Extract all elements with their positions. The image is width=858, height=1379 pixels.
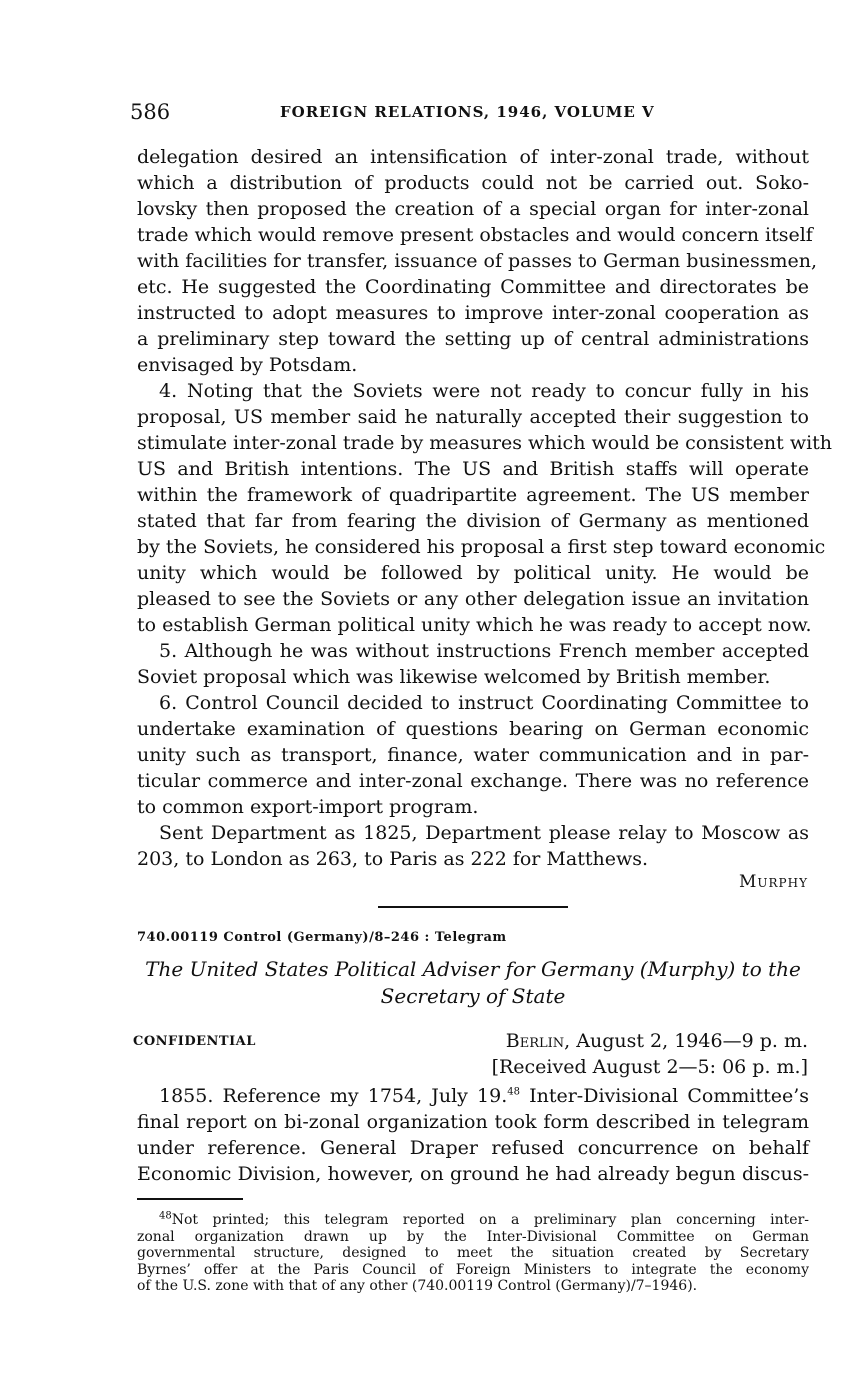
body-line: within the framework of quadripartite agreement. The US member [137,484,809,506]
paragraph-5-start: 5. Although he was without instructions French member accepted [159,640,809,662]
file-reference: 740.00119 Control (Germany)/8–246 : Telegram [137,930,507,945]
dateline-date: August 2, 1946—9 p. m. [576,1030,808,1052]
sent-line [492,1028,808,1054]
footnote-line: zonal organization drawn up by the Inter-Divisional Committee on German [137,1228,809,1245]
body-line: ticular commerce and inter-zonal exchange. There was no reference [137,770,809,792]
page-number: 586 [130,100,171,124]
telegram-line: under reference. General Draper refused concurrence on behalf [137,1137,809,1159]
body-line: which a distribution of products could not be carried out. Soko- [137,172,809,194]
paragraph-sent-start: Sent Department as 1825, Department please relay to Moscow as [159,822,809,844]
dateline-city: Berlin, [505,1030,571,1052]
body-line: US and British intentions. The US and British staffs will operate [137,458,809,480]
body-line: by the Soviets, he considered his proposal a first step toward economic [137,536,826,558]
body-line: envisaged by Potsdam. [137,354,358,376]
body-line: pleased to see the Soviets or any other delegation issue an invitation [137,588,809,610]
footnote-line [137,1212,809,1229]
document-title-line: Secretary of State [380,984,566,1008]
running-title: FOREIGN RELATIONS, 1946, VOLUME V [280,103,655,121]
body-line: unity which would be followed by political unity. He would be [137,562,809,584]
paragraph-6-start: 6. Control Council decided to instruct Coordinating Committee to [159,692,809,714]
footnote-reference: 48 [507,1086,520,1098]
telegram-line [137,1083,809,1109]
body-line: 203, to London as 263, to Paris as 222 for Matthews. [137,848,649,870]
received-line: [Received August 2—5: 06 p. m.] [491,1056,808,1078]
document-title-line: The United States Political Adviser for Germany (Murphy) to the [145,957,801,981]
body-line: to establish German political unity which he was ready to accept now. [137,614,812,636]
document-title [137,956,809,1010]
signature: Murphy [738,872,808,892]
telegram-text [137,1083,809,1187]
body-line: stimulate inter-zonal trade by measures which would be consistent with [137,432,833,454]
body-line: lovsky then proposed the creation of a special organ for inter-zonal [137,198,809,220]
footnotes [137,1212,809,1295]
body-line: with facilities for transfer, issuance of passes to German businessmen, [137,250,818,272]
body-line: unity such as transport, finance, water communication and in par- [137,744,809,766]
telegram-line: Economic Division, however, on ground he had already begun discus- [137,1163,809,1185]
footnote-line: Byrnes’ offer at the Paris Council of Foreign Ministers to integrate the economy [137,1261,809,1278]
paragraph-4-start: 4. Noting that the Soviets were not ready to concur fully in his [159,380,809,402]
dateline [492,1028,808,1080]
telegram-text-run: Inter-Divisional Committee’s [519,1085,809,1107]
body-line: instructed to adopt measures to improve inter-zonal cooperation as [137,302,809,324]
page-header [130,100,810,126]
classification-label: CONFIDENTIAL [133,1034,256,1049]
body-line: etc. He suggested the Coordinating Committee and directorates be [137,276,809,298]
body-line: proposal, US member said he naturally accepted their suggestion to [137,406,809,428]
body-line: delegation desired an intensification of inter-zonal trade, without [137,146,809,168]
footnote-divider [137,1198,243,1200]
telegram-line: final report on bi-zonal organization took form described in telegram [137,1111,809,1133]
telegram-text-run: 1855. Reference my 1754, July 19. [159,1085,508,1107]
footnote-marker: 48 [159,1210,172,1222]
footnote-text-run: Not printed; this telegram reported on a preliminary plan concerning inter- [171,1212,809,1228]
section-divider [378,906,568,908]
body-line: Soviet proposal which was likewise welcomed by British member. [137,666,771,688]
footnote-line: governmental structure, designed to meet the situation created by Secretary [137,1245,809,1261]
footnote-line: of the U.S. zone with that of any other (740.00119 Control (Germany)/7–1946). [137,1278,698,1294]
body-line: undertake examination of questions bearing on German economic [137,718,809,740]
body-line: to common export-import program. [137,796,479,818]
body-text [137,144,833,872]
body-line: stated that far from fearing the division of Germany as mentioned [137,510,809,532]
body-line: trade which would remove present obstacles and would concern itself [137,224,813,246]
body-line: a preliminary step toward the setting up of central administrations [137,328,809,350]
